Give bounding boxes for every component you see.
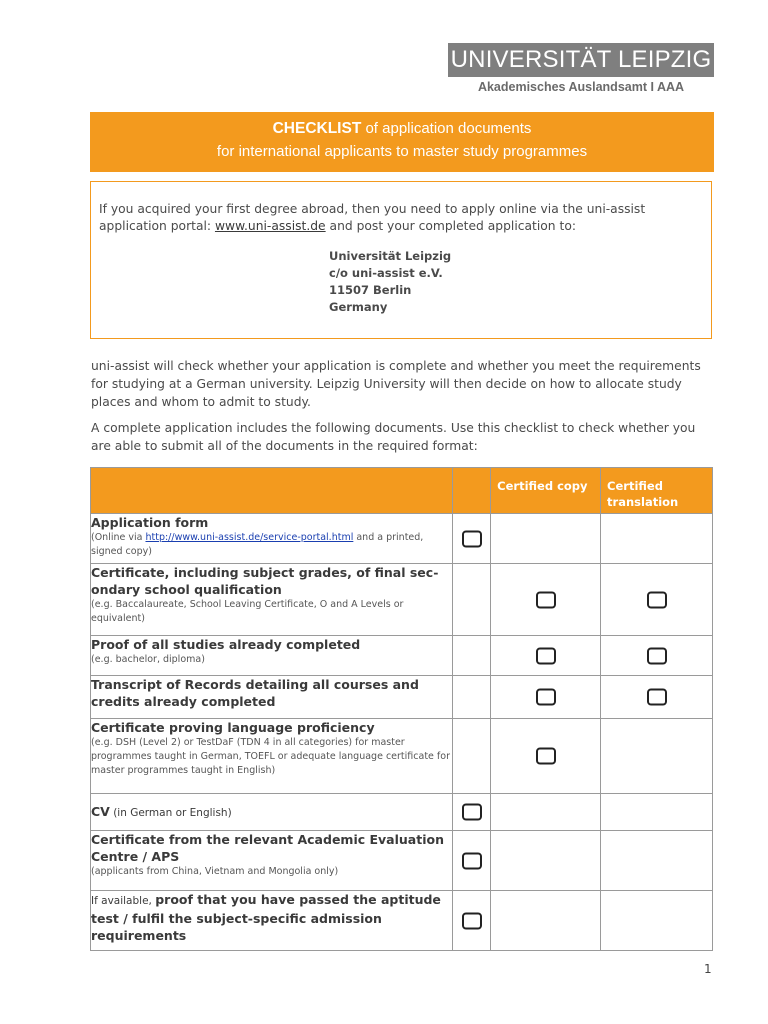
row-title: Proof of all studies already completed [91, 637, 361, 652]
address-line: Germany [329, 300, 388, 314]
title-rest: of application documents [361, 120, 532, 137]
checkbox-cell [453, 794, 491, 831]
row-description [91, 564, 453, 636]
empty-cell [453, 564, 491, 636]
address-line: 11507 Berlin [329, 283, 412, 297]
empty-cell [601, 794, 713, 831]
table-header-row [91, 468, 713, 514]
row-subtitle: (applicants from China, Vietnam and Mongolia only) [91, 866, 339, 877]
service-portal-link[interactable]: http://www.uni-assist.de/service-portal.html [145, 532, 354, 543]
subtitle-part: and a printed, signed copy) [91, 532, 424, 557]
table-row [91, 719, 713, 794]
checkbox-certified-copy[interactable] [536, 591, 556, 608]
checkbox-cell [601, 636, 713, 676]
empty-cell [453, 676, 491, 719]
row-title-text: CV [91, 804, 110, 819]
checkbox-certified-translation[interactable] [647, 647, 667, 664]
row-description [91, 676, 453, 719]
row-title [91, 803, 452, 822]
university-logo [448, 43, 714, 77]
checkbox-cell [491, 564, 601, 636]
row-subtitle: (e.g. DSH (Level 2) or TestDaF (TDN 4 in all categories) for master programmes taught in German, TOEFL or adequate language certificate for master programmes taught in English) [91, 737, 450, 776]
info-box [90, 181, 712, 339]
row-description [91, 794, 453, 831]
row-title [91, 891, 452, 944]
address-line: c/o uni-assist e.V. [329, 266, 443, 280]
row-title: Certificate from the relevant Academic Evaluation Centre / APS [91, 832, 444, 864]
table-row [91, 831, 713, 891]
empty-cell [491, 831, 601, 891]
postal-address [329, 248, 451, 316]
logo-text: UNIVERSITÄT LEIPZIG [450, 46, 712, 73]
row-description [91, 636, 453, 676]
checkbox-certified-copy[interactable] [536, 689, 556, 706]
page-number: 1 [704, 962, 712, 976]
checkbox-cell [453, 514, 491, 564]
row-description [91, 719, 453, 794]
title-bold: CHECKLIST [272, 120, 362, 137]
empty-cell [601, 719, 713, 794]
title-band [90, 112, 714, 172]
checkbox-certified-translation[interactable] [647, 591, 667, 608]
checkbox-original[interactable] [462, 804, 482, 821]
row-title-note: (in German or English) [109, 807, 232, 819]
checkbox-cell [491, 719, 601, 794]
checkbox-certified-copy[interactable] [536, 748, 556, 765]
table-row [91, 514, 713, 564]
header-cell-original [453, 468, 491, 514]
checkbox-certified-translation[interactable] [647, 689, 667, 706]
header-cell-certified-copy: Certified copy [491, 468, 601, 514]
uni-assist-link[interactable]: www.uni-assist.de [214, 219, 326, 233]
title-line-1 [90, 120, 714, 138]
checkbox-certified-copy[interactable] [536, 647, 556, 664]
checkbox-cell [453, 891, 491, 951]
table-row [91, 676, 713, 719]
row-description [91, 514, 453, 564]
row-title-prefix: If available, [91, 895, 156, 907]
info-text [99, 201, 705, 235]
header-cell-document [91, 468, 453, 514]
subtitle-part: (Online via [91, 532, 146, 543]
checkbox-cell [601, 564, 713, 636]
table-row [91, 794, 713, 831]
row-title: Transcript of Records detailing all courses and credits already completed [91, 677, 419, 709]
checkbox-cell [491, 676, 601, 719]
empty-cell [601, 514, 713, 564]
row-description [91, 831, 453, 891]
logo-subtitle: Akademisches Auslandsamt I AAA [477, 80, 685, 94]
table-row [91, 564, 713, 636]
empty-cell [491, 794, 601, 831]
paragraph-instructions: A complete application includes the following documents. Use this checklist to check whether you are able to submit all of the documents in the required format: [91, 421, 696, 453]
title-line-2: for international applicants to master study programmes [216, 143, 588, 160]
checkbox-cell [601, 676, 713, 719]
checkbox-cell [491, 636, 601, 676]
row-description [91, 891, 453, 951]
empty-cell [453, 719, 491, 794]
row-title-text: proof that you have passed the aptitude test / fulfil the subject-specific admission requirements [91, 892, 441, 943]
header-cell-certified-translation: Certified translation [601, 468, 713, 514]
row-title: Certificate, including subject grades, of final secondary school qualification [91, 565, 439, 597]
checkbox-cell [453, 831, 491, 891]
empty-cell [601, 891, 713, 951]
checkbox-original[interactable] [462, 530, 482, 547]
checkbox-original[interactable] [462, 852, 482, 869]
table-row [91, 636, 713, 676]
row-title: Application form [91, 515, 209, 530]
address-line: Universität Leipzig [329, 249, 452, 263]
checklist-table [90, 467, 713, 951]
info-text-a: If you acquired your first degree abroad, then you need to apply online via the uni-assist application portal: [99, 202, 646, 233]
empty-cell [491, 514, 601, 564]
row-subtitle: (e.g. Baccalaureate, School Leaving Certificate, O and A Levels or equivalent) [91, 599, 404, 624]
empty-cell [491, 891, 601, 951]
empty-cell [453, 636, 491, 676]
empty-cell [601, 831, 713, 891]
paragraph-review: uni-assist will check whether your application is complete and whether you meet the requirements for studying at a German university. Leipzig University will then decide on how to allocate study places and whom to admit to study. [91, 359, 701, 409]
info-text-b: and post your completed application to: [325, 219, 576, 233]
row-subtitle: (e.g. bachelor, diploma) [91, 654, 205, 665]
row-subtitle [91, 531, 452, 559]
checkbox-original[interactable] [462, 912, 482, 929]
row-title: Certificate proving language proficiency [91, 720, 375, 735]
table-row [91, 891, 713, 951]
